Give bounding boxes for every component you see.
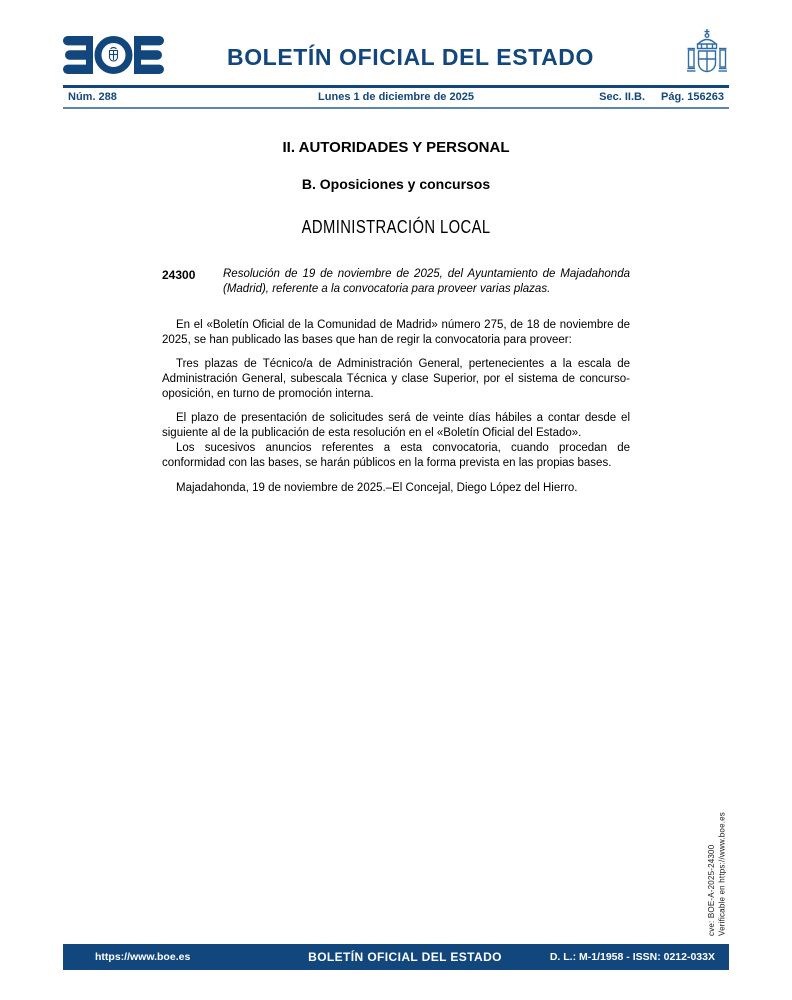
item-number: 24300: [162, 268, 196, 282]
section-heading: II. AUTORIDADES Y PERSONAL: [282, 139, 510, 156]
issue-number: Núm. 288: [68, 91, 117, 103]
announcement-item: [162, 267, 630, 297]
document-body: [162, 139, 630, 496]
issue-band: [63, 85, 729, 109]
page-number: Pág. 156263: [661, 91, 724, 103]
paragraph: El plazo de presentación de solicitudes será de veinte días hábiles a contar desde el siguiente al de la publicación de esta resolución en el «Boletín Oficial del Estado».: [162, 412, 630, 439]
item-summary: Resolución de 19 de noviembre de 2025, del Ayuntamiento de Majadahonda (Madrid), referente a la convocatoria para proveer varias plazas.: [223, 268, 630, 295]
page-content: [0, 0, 792, 496]
cve-code: cve: BOE-A-2025-24300: [707, 844, 716, 936]
section-page-group: [531, 91, 724, 103]
footer-title: BOLETÍN OFICIAL DEL ESTADO: [308, 950, 502, 964]
footer-url-link[interactable]: https://www.boe.es: [95, 951, 191, 963]
announcement-text: [162, 318, 630, 496]
department-heading-text: ADMINISTRACIÓN LOCAL: [301, 216, 491, 237]
subsection-heading: B. Oposiciones y concursos: [301, 176, 491, 192]
footer-bar: [63, 944, 729, 970]
department-heading: [162, 216, 630, 238]
footer-legal: D. L.: M-1/1958 - ISSN: 0212-033X: [549, 951, 715, 963]
page-title: BOLETÍN OFICIAL DEL ESTADO: [226, 43, 594, 70]
paragraph: Los sucesivos anuncios referentes a esta convocatoria, cuando procedan de conformidad con las bases, se harán públicos en la forma prevista en las propias bases.: [162, 442, 630, 469]
cve-sidebar: [707, 812, 728, 936]
section-label: Sec. II.B.: [599, 91, 645, 103]
publication-date: Lunes 1 de diciembre de 2025: [318, 91, 474, 103]
spanish-coat-of-arms-icon: [685, 28, 729, 87]
paragraph: En el «Boletín Oficial de la Comunidad de Madrid» número 275, de 18 de noviembre de 2025, se han publicado las bases que han de regir la convocatoria para proveer:: [162, 319, 630, 346]
paragraph: Tres plazas de Técnico/a de Administración General, pertenecientes a la escala de Administración General, subescala Técnica y clase Superior, por el sistema de concurso-oposición, en turno de promoción interna.: [162, 358, 630, 400]
signature-line: Majadahonda, 19 de noviembre de 2025.–El Concejal, Diego López del Hierro.: [176, 482, 578, 494]
header: [63, 30, 729, 84]
verification-note: Verificable en https://www.boe.es: [717, 812, 727, 936]
boe-logo-icon: [63, 36, 164, 79]
